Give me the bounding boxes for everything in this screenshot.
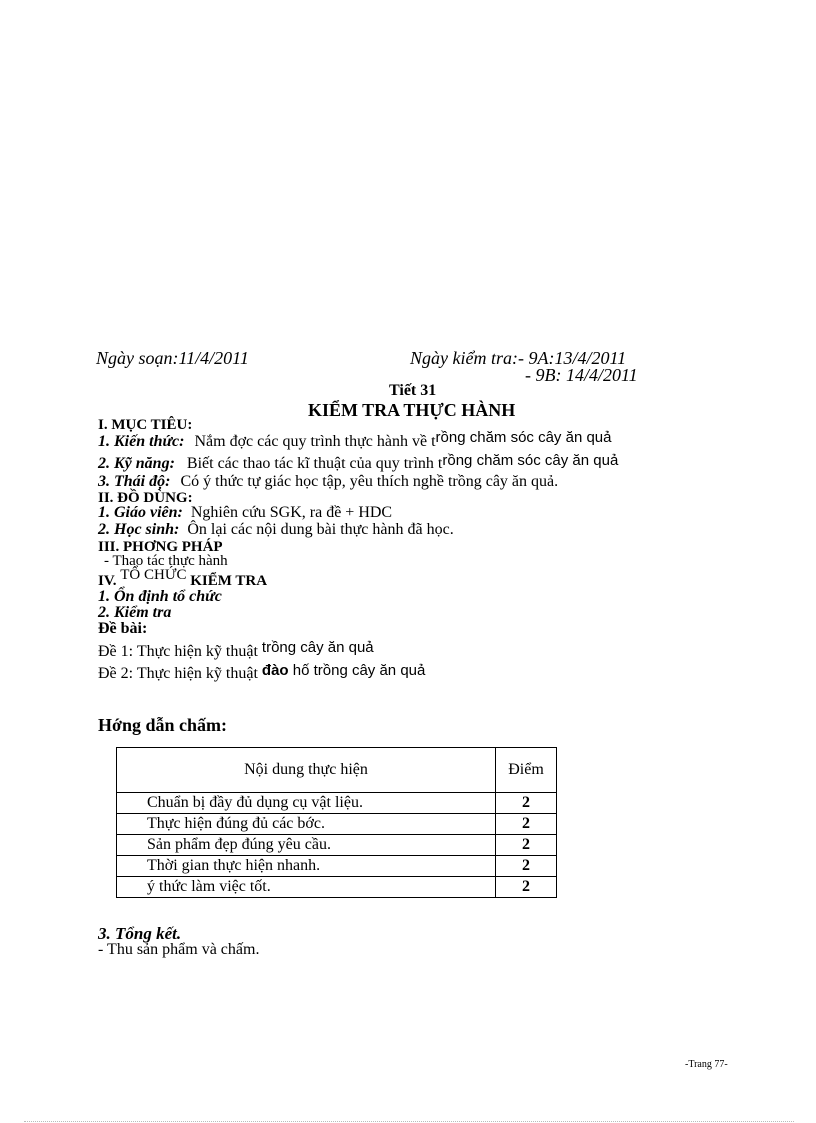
table-row <box>117 814 557 835</box>
table-row <box>117 793 557 814</box>
grading-heading: Hớng dẫn chấm: <box>98 715 227 735</box>
objective-skill-label: 2. Kỹ năng: <box>98 455 175 472</box>
row-score: 2 <box>496 856 557 877</box>
objective-attitude-text: Có ý thức tự giác học tập, yêu thích nghề trồng cây ăn quả. <box>180 473 559 490</box>
exam-2-tail: hố trồng cây ăn quả <box>288 662 426 679</box>
row-content: ý thức làm việc tốt. <box>117 877 496 898</box>
footer-divider <box>24 1121 794 1122</box>
row-content: Sản phẩm đẹp đúng yêu cầu. <box>117 835 496 856</box>
row-score: 2 <box>496 814 557 835</box>
section4-heading-a: IV. <box>98 573 121 589</box>
tools-student <box>98 522 454 538</box>
col-content-header: Nội dung thực hiện <box>117 748 496 793</box>
tools-student-label: 2. Học sinh: <box>98 521 180 538</box>
row-score: 2 <box>496 835 557 856</box>
row-score: 2 <box>496 793 557 814</box>
summary-item: - Thu sản phẩm và chấm. <box>98 941 260 958</box>
objective-knowledge-text: Nắm đợc các quy trình thực hành về t <box>194 433 436 450</box>
section2-heading: II. ĐỒ DÙNG: <box>98 490 193 506</box>
row-content: Thời gian thực hiện nhanh. <box>117 856 496 877</box>
summary-heading: 3. Tổng kết. <box>98 924 182 943</box>
table-header-row <box>117 748 557 793</box>
exam-1 <box>98 639 374 660</box>
date-tested-line2: - 9B: 14/4/2011 <box>525 365 638 385</box>
table-row <box>117 856 557 877</box>
tools-student-text: Ôn lại các nội dung bài thực hành đã học. <box>187 521 454 538</box>
exam-2-mid: đào <box>261 662 289 679</box>
page-title: KIỂM TRA THỰC HÀNH <box>308 400 516 420</box>
section4-heading-b: TỔ CHỨC <box>120 567 187 583</box>
row-content: Thực hiện đúng đủ các bớc. <box>117 814 496 835</box>
section1-heading: I. MỤC TIÊU: <box>98 417 193 433</box>
section3-heading: III. PHƠNG PHÁP <box>98 539 223 555</box>
table-row <box>117 877 557 898</box>
section4-heading <box>98 567 268 589</box>
objective-attitude <box>98 474 558 490</box>
grading-table <box>116 747 557 898</box>
exam-1-tail: trồng cây ăn quả <box>261 639 374 656</box>
objective-attitude-label: 3. Thái độ: <box>98 473 171 490</box>
row-content: Chuẩn bị đầy đủ dụng cụ vật liệu. <box>117 793 496 814</box>
exam-2-prefix: Đề 2: Thực hiện kỹ thuật <box>98 665 262 682</box>
sub-stabilize: 1. Ổn định tổ chức <box>98 588 222 605</box>
tools-teacher-text: Nghiên cứu SGK, ra đề + HDC <box>190 504 393 521</box>
objective-skill-text: Biết các thao tác kĩ thuật của quy trình t <box>186 455 443 472</box>
table-row <box>117 835 557 856</box>
objective-knowledge-tail: rồng chăm sóc cây ăn quả <box>435 429 612 446</box>
exam-1-prefix: Đề 1: Thực hiện kỹ thuật <box>98 643 262 660</box>
objective-knowledge-label: 1. Kiến thức: <box>98 433 185 450</box>
date-prepared: Ngày soạn:11/4/2011 <box>96 348 249 368</box>
tools-teacher-label: 1. Giáo viên: <box>98 504 183 521</box>
objective-knowledge <box>98 429 612 450</box>
period-title: Tiết 31 <box>389 382 437 399</box>
page-number: -Trang 77- <box>685 1059 728 1070</box>
method-item: - Thao tác thực hành <box>104 553 228 569</box>
row-score: 2 <box>496 877 557 898</box>
exam-2 <box>98 662 426 682</box>
objective-skill <box>98 452 619 472</box>
date-tested-line1: Ngày kiểm tra:- 9A:13/4/2011 <box>410 348 627 368</box>
section4-heading-c: KIỂM TRA <box>186 573 268 589</box>
tools-teacher <box>98 505 392 521</box>
exam-heading: Đề bài: <box>98 620 148 637</box>
sub-check: 2. Kiểm tra <box>98 604 172 621</box>
objective-skill-tail: rồng chăm sóc cây ăn quả <box>442 452 619 469</box>
col-score-header: Điểm <box>496 748 557 793</box>
